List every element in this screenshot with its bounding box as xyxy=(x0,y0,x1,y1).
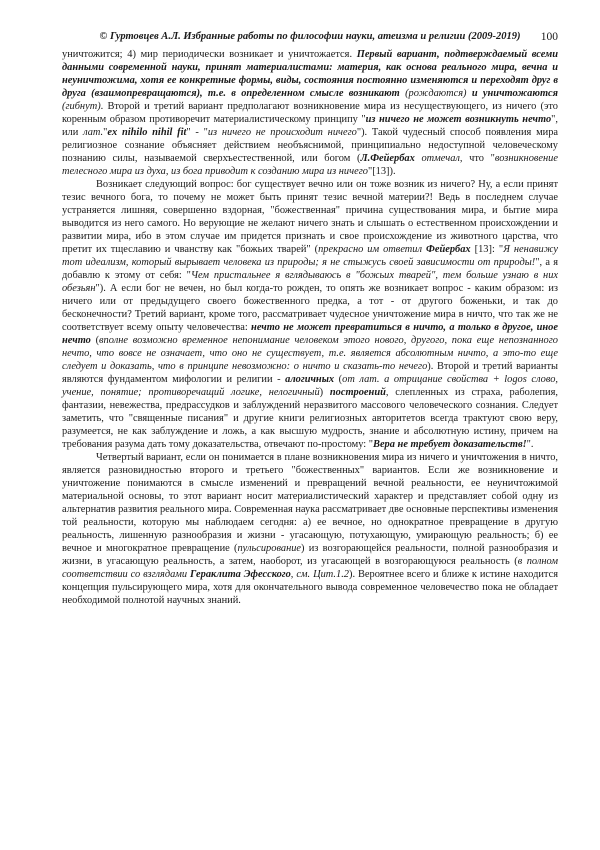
italic-run: прекрасно им ответил xyxy=(318,244,423,255)
text-run: ". xyxy=(526,439,534,450)
text-run: Возникает следующий вопрос: бог существует вечно или он тоже возник из ничего? Ну, а если принят тезис вечного бога, то почему не может быть принят тезис вечной материи?! Ведь в последнем случае устраняется лишняя, совершенно вздорная, "божественная" причина существования мира, и бытие мира выводится из него самого. Но верующие не желают ничего знать и слышать о естественном происхождении и развитии мира, ибо в этом случае им придется признать и свое происхождение из животного царства, что претит их тщеславию и чванству как "божьих тварей" ( xyxy=(62,179,558,255)
text-run: . Второй и третий вариант предполагают возникновение мира из несуществующего, из ничего (это коренным образом противоречит материалистическому принципу " xyxy=(62,101,558,125)
italic-run: , см. Цит.1.2 xyxy=(290,569,349,580)
text-run: ). Вероятнее всего и ближе к истине находится концепция пульсирующего мира, хотя для окончательного вывода современное человечество пока не обладает необходимой полнотой научных знаний. xyxy=(62,569,558,606)
text-run: ", а я добавлю к этому от себя: " xyxy=(62,257,558,281)
header-title: © Гуртовцев А.Л. Избранные работы по философии науки, атеизма и религии (2009-2019) xyxy=(99,31,521,42)
text-run: " - " xyxy=(186,127,208,138)
text-run: , слепленных из страха, раболепия, фантазии, невежества, предрассудков и заблуждений неразвитого массового человеческого сознания. Следует заметить, что "священные писания" и другие книги религиозных авторитетов всегда трактуют свою веру, разумеется, не как заблуждение и ложь, а как высшую мудрость, знание и абсолютную истину, причем на требования разума дать тому доказательства, отвечают по-простому: " xyxy=(62,387,558,450)
italic-run: пульсирование xyxy=(237,543,302,554)
emphasis-run: построений xyxy=(329,387,386,398)
italic-run: вполне возможно временное непонимание человеком этого нового, другого, пока еще непознанного нечто, что вовсе не означает, что оно не существует, т.е. является абсолютным ничто, а это-то еще следует и доказать, что в принципе невозможно: о ничто и сказать-то нечего xyxy=(62,335,558,372)
emphasis-run: Первый вариант, подтверждаемый всеми данными современной науки, принят материалистами: материя, как основа реального мира, вечна и неуничтожима, хотя ее конкретные формы, виды, состояния постоянно изменяются и переходят друг в друга (взаимопревращаются), т.е. в определенном смысле возникают xyxy=(62,49,559,99)
text-run: ( xyxy=(334,374,343,385)
italic-run: Я ненавижу тот идеализм, который вырывает человека из природы; я не стыжусь своей зависимости от природы! xyxy=(62,244,559,268)
italic-run: Чем пристальнее я вглядываюсь в "божьих тварей", тем больше узнаю в них обезьян xyxy=(62,270,559,294)
italic-run: лат. xyxy=(83,127,104,138)
italic-run: в полном соответствии со взглядами xyxy=(62,556,558,580)
emphasis-run: Вера не требует доказательств! xyxy=(373,439,527,450)
text-run: ", или xyxy=(62,114,558,138)
text-run: Четвертый вариант, если он понимается в плане возникновения мира из ничего и уничтожения в ничто, является разновидностью второго и третьего "божественных" вариантов. Если же возникновение и уничтожение понимаются в смысле изменений и превращений вечной реальности, ее неуничтожимой материальной основы, то этот вариант носит материалистический характер и представляет собой одну из альтернатив развития реального мира. Современная наука рассматривает две основные перспективы изменения той реальности, которую мы наблюдаем сегодня: а) ее вечное, но однократное превращение в другую реальность, лишенную разнообразия и жизни - угасающую, потухающую, умирающую реальность; б) ее вечное и многократное превращение ( xyxy=(62,452,558,554)
emphasis-run: Фейербах xyxy=(422,244,471,255)
text-run: ( xyxy=(90,335,100,346)
text-run: ) xyxy=(319,387,330,398)
paragraph-1 xyxy=(62,48,558,178)
emphasis-run: Гераклита Эфесского xyxy=(187,569,291,580)
text-run: "[13]). xyxy=(367,166,396,177)
emphasis-run: и уничтожаются xyxy=(471,88,558,99)
text-run: [13]: " xyxy=(470,244,504,255)
paragraph-3 xyxy=(62,451,558,607)
body-text xyxy=(62,48,558,607)
text-run: ). Второй и третий варианты являются фундаментом мифологии и религии - xyxy=(62,361,558,385)
italic-run: отмечал, xyxy=(414,153,463,164)
text-run: "). Такой чудесный способ появления мира религиозное сознание объясняет действием необъяснимой, принципиально недоступной человеческому познанию силы, называемой сверхъестественной, или богом ( xyxy=(62,127,559,164)
emphasis-run: алогичных xyxy=(285,374,335,385)
emphasis-run: нечто не может превратиться в ничто, а только в другое, иное нечто xyxy=(62,322,558,346)
italic-run: из ничего не происходит ничего xyxy=(207,127,357,138)
text-run: что " xyxy=(462,153,495,164)
page xyxy=(62,30,558,607)
running-header xyxy=(62,30,558,48)
emphasis-run: ex nihilo nihil fit xyxy=(107,127,187,138)
paragraph-2 xyxy=(62,178,558,451)
italic-run: (гибнут) xyxy=(62,101,101,112)
page-number: 100 xyxy=(540,31,558,43)
text-run: уничтожится; 4) мир периодически возникает и уничтожается. xyxy=(62,49,357,60)
italic-run: от лат. a отрицание свойства + logos слово, учение, понятие; противоречащий логике, нелогичный xyxy=(62,374,558,398)
text-run: ) из возгорающейся реальности, полной разнообразия и жизни, в угасающую реальность, а затем, наоборот, из угасающей в возгорающуюся реальность ( xyxy=(62,543,558,567)
emphasis-run: из ничего не может возникнуть нечто xyxy=(365,114,552,125)
emphasis-run: Л.Фейербах xyxy=(360,153,415,164)
text-run: "). А если бог не вечен, но был когда-то рожден, то опять же возникает вопрос - каким образом: из ничего или от предыдущего своего божественного предка, а тот - от другого боженьки, и так до бесконечности? Третий вариант, кроме того, рассматривает чудесное уничтожение мира в ничто, что так же не соответствует всему опыту человечества: xyxy=(62,283,558,333)
italic-run: (рождаются) xyxy=(399,88,472,99)
italic-run: возникновение телесного мира из духа, из бога приводит к созданию мира из ничего xyxy=(62,153,558,177)
text-run: " xyxy=(103,127,108,138)
